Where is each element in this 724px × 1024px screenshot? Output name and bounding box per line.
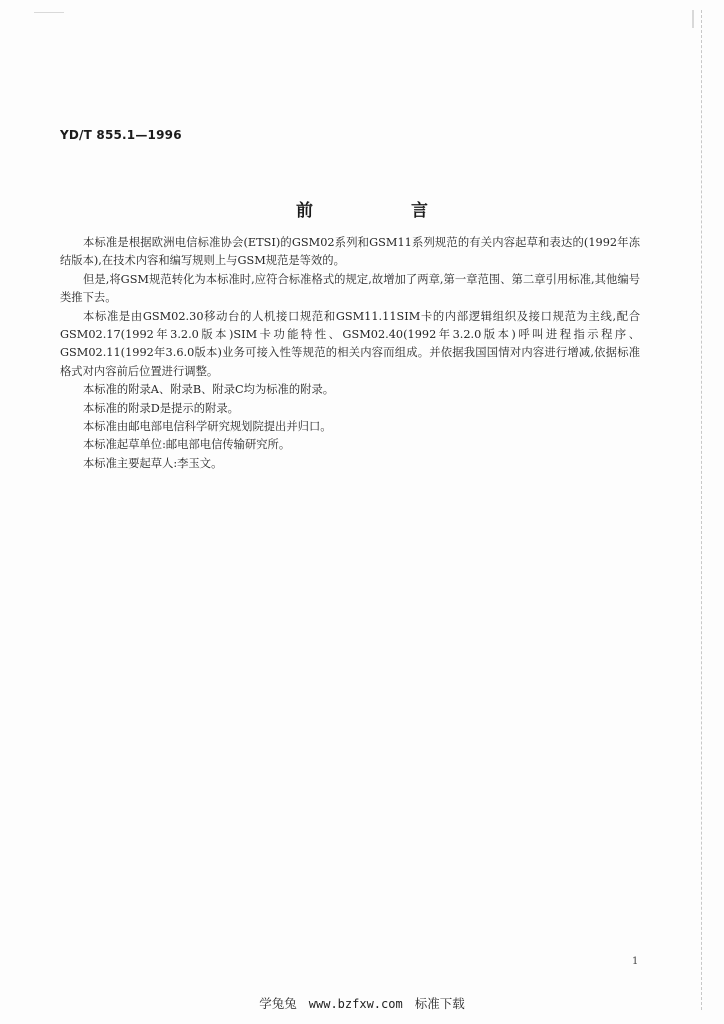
download-footer xyxy=(0,994,724,1012)
page-title: 前 言 xyxy=(296,201,474,221)
footer-slogan: 标准下载 xyxy=(414,996,465,1011)
footer-site-name: 学兔兔 xyxy=(259,996,297,1011)
paragraph: 本标准是根据欧洲电信标准协会(ETSI)的GSM02系列和GSM11系列规范的有关内容起草和表达的(1992年冻结版本),在技术内容和编写规则上与GSM规范是等效的。 xyxy=(60,236,640,268)
paragraph: 本标准由邮电部电信科学研究规划院提出并归口。 xyxy=(83,420,332,434)
footer-url-link[interactable]: www.bzfxw.com xyxy=(308,997,403,1011)
paragraph: 但是,将GSM规范转化为本标准时,应符合标准格式的规定,故增加了两章,第一章范围、第二章引用标准,其他编号类推下去。 xyxy=(60,272,640,305)
page-number: 1 xyxy=(632,956,639,967)
scan-speck xyxy=(34,12,64,13)
paragraph: 本标准是由GSM02.30移动台的人机接口规范和GSM11.11SIM卡的内部逻辑组织及接口规范为主线,配合GSM02.17(1992年3.2.0版本)SIM卡功能特性、GSM02.40(1992年3.2.0版本)呼叫进程指示程序、GSM02.11(1992年3.6.0版本)业务可接入性等规范的相关内容而组成。并依据我国国情对内容进行增减,依据标准格式对内容前后位置进行调整。 xyxy=(60,309,640,378)
scan-speck xyxy=(692,10,694,28)
scan-edge-line xyxy=(701,10,702,1010)
paragraph: 本标准主要起草人:李玉文。 xyxy=(83,456,223,470)
paragraph: 本标准的附录D是提示的附录。 xyxy=(83,401,239,415)
foreword-body xyxy=(60,234,640,473)
paragraph: 本标准起草单位:邮电部电信传输研究所。 xyxy=(83,438,291,452)
paragraph: 本标准的附录A、附录B、附录C均为标准的附录。 xyxy=(83,383,335,397)
standard-code: YD/T 855.1—1996 xyxy=(60,128,182,142)
